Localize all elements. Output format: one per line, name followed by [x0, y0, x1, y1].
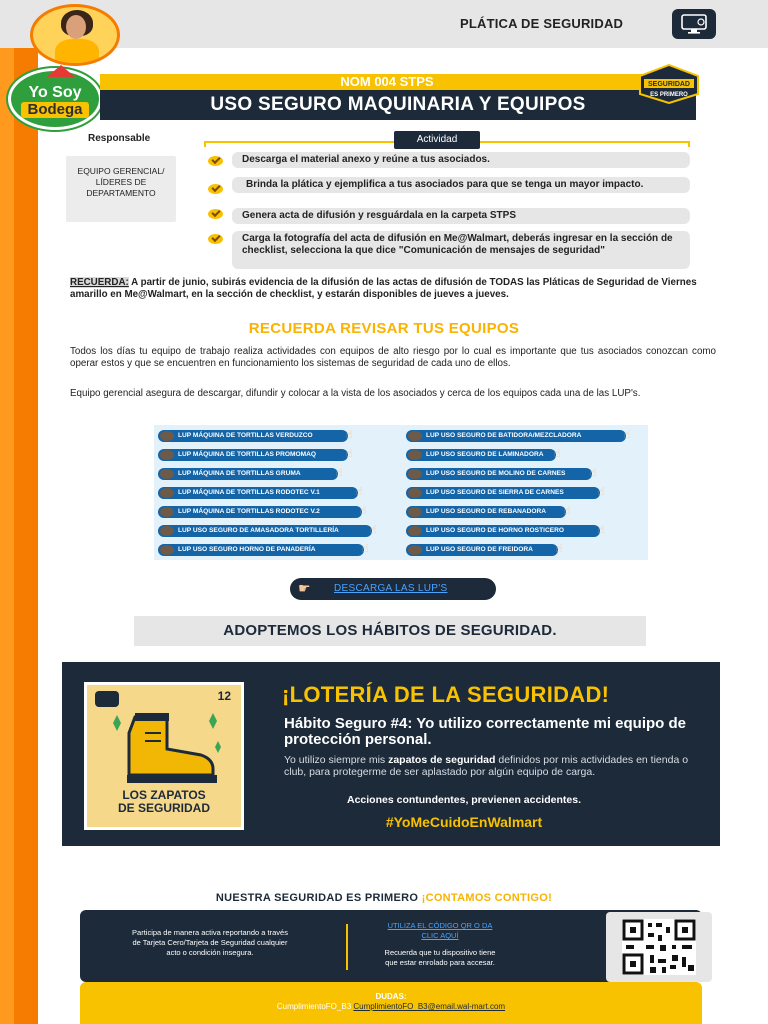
loteria-hashtag: #YoMeCuidoEnWalmart [385, 814, 543, 830]
loteria-title: ¡LOTERÍA DE LA SEGURIDAD! [282, 682, 610, 707]
avatar-face [66, 15, 86, 39]
lup-link-left-3[interactable] [158, 467, 343, 480]
lup-link-right-2[interactable] [406, 448, 561, 461]
pointing-hand-icon: ☝ [624, 429, 631, 441]
pointing-hand-icon: ☝ [564, 505, 571, 517]
check-icon [208, 209, 223, 219]
pointing-hand-icon: ☝ [356, 486, 363, 498]
lup-label: LUP USO SEGURO DE AMASADORA TORTILLERÍA [178, 527, 339, 534]
machine-thumbnail-icon [408, 545, 422, 555]
avatar-shirt [55, 39, 99, 66]
contamos-text: ¡CONTAMOS CONTIGO! [421, 892, 553, 904]
avatar [30, 4, 120, 66]
monitor-icon [672, 9, 716, 39]
responsable-header: Responsable [88, 133, 151, 144]
yo-soy-bodega-logo [8, 68, 102, 130]
qr-code-box[interactable] [606, 912, 712, 982]
lup-link-right-1[interactable] [406, 429, 631, 442]
logo-line1: Yo Soy [28, 84, 82, 101]
machine-thumbnail-icon [160, 469, 174, 479]
pointing-hand-icon: ☝ [370, 524, 377, 536]
lup-label: LUP USO SEGURO DE REBANADORA [426, 508, 547, 515]
lup-label: LUP MÁQUINA DE TORTILLAS VERDUZCO [178, 432, 313, 439]
download-lups-link[interactable]: DESCARGA LAS LUP'S [334, 583, 448, 594]
machine-thumbnail-icon [408, 431, 422, 441]
qr-code-icon[interactable] [622, 919, 696, 975]
check-icon [208, 156, 223, 166]
lup-link-left-5[interactable] [158, 505, 367, 518]
pointing-hand-icon: ☝ [590, 467, 597, 479]
contact-name: CumplimientoFO_B3 [276, 1002, 354, 1011]
lup-label: LUP USO SEGURO DE LAMINADORA [426, 451, 544, 458]
lup-label: LUP USO SEGURO DE BATIDORA/MEZCLADORA [426, 432, 582, 439]
contact-email-link[interactable]: CumplimientoFO_B3@email.wal-mart.com [353, 1002, 506, 1011]
lup-label: LUP USO SEGURO DE SIERRA DE CARNES [426, 489, 564, 496]
footer-divider [346, 924, 348, 970]
lup-label: LUP MÁQUINA DE TORTILLAS PROMOMAQ [178, 451, 316, 458]
machine-thumbnail-icon [408, 526, 422, 536]
badge-line-1: SEGURIDAD [647, 81, 691, 88]
machine-thumbnail-icon [160, 507, 174, 517]
pointing-hand-icon: ☝ [336, 467, 343, 479]
recuerda-key: RECUERDA: [70, 277, 129, 288]
machine-thumbnail-icon [160, 450, 174, 460]
lup-label: LUP USO SEGURO DE MOLINO DE CARNES [426, 470, 566, 477]
pointing-hand-icon: ☝ [554, 448, 561, 460]
lup-link-right-3[interactable] [406, 467, 597, 480]
lup-label: LUP MÁQUINA DE TORTILLAS RODOTEC V.1 [178, 489, 320, 496]
lup-link-right-5[interactable] [406, 505, 571, 518]
loteria-panel [62, 662, 720, 846]
loteria-body-bold: zapatos de seguridad [388, 754, 496, 766]
recuerda-text: A partir de junio, subirás evidencia de la difusión de las actas de difusión de TODAS las Pláticas de Seguridad de Viernes amarillo en Me@Walmart, en la sección de checklist, y estarán disponibles de jueves a jueves. [70, 277, 697, 300]
lup-label: LUP USO SEGURO HORNO DE PANADERÍA [178, 546, 316, 553]
check-icon [208, 234, 223, 244]
actividad-header: Actividad [394, 131, 480, 149]
pointing-hand-icon: ☛ [298, 580, 311, 596]
machine-thumbnail-icon [408, 469, 422, 479]
dudas-contact [80, 1002, 702, 1011]
loteria-body [284, 754, 704, 778]
task-item: Carga la fotografía del acta de difusión en Me@Walmart, deberás ingresar en la sección de checklist, selecciona la que dice "Comunicación de mensajes de seguridad" [232, 231, 690, 269]
lup-label: LUP MÁQUINA DE TORTILLAS GRUMA [178, 470, 301, 477]
check-icon [208, 184, 223, 194]
dudas-label: DUDAS: [375, 992, 407, 1001]
nuestra-seguridad-line [0, 892, 768, 904]
loteria-card [84, 682, 244, 830]
qr-link[interactable]: UTILIZA EL CÓDIGO QR O DA CLIC AQUÍ [387, 921, 493, 940]
enrolado-note: Recuerda que tu dispositivo tiene que estar enrolado para accesar. [384, 948, 496, 967]
dudas-panel [80, 982, 702, 1024]
card-number: 12 [217, 689, 231, 703]
habitos-title: ADOPTEMOS LOS HÁBITOS DE SEGURIDAD. [134, 616, 646, 646]
loteria-habit: Hábito Seguro #4: Yo utilizo correctamente mi equipo de protección personal. [284, 715, 687, 748]
lup-link-left-4[interactable] [158, 486, 363, 499]
responsable-box: EQUIPO GERENCIAL/ LÍDERES DE DEPARTAMENTO [66, 156, 176, 222]
pointing-hand-icon: ☝ [346, 429, 353, 441]
logo-roof-icon [47, 65, 75, 77]
revisar-paragraph-1: Todos los días tu equipo de trabajo realiza actividades con equipos de alto riesgo por lo cual es importante que tus asociados conozcan como operar estos y que se encuentren en funcionamiento los sistemas de seguridad de cada uno de ellos. [70, 346, 716, 369]
card-caption [87, 789, 241, 815]
nuestra-text: NUESTRA SEGURIDAD ES PRIMERO [215, 892, 422, 904]
participa-text: Participa de manera activa reportando a través de Tarjeta Cero/Tarjeta de Seguridad cualquier acto o condición insegura. [132, 928, 288, 957]
page-title: PLÁTICA DE SEGURIDAD [460, 16, 624, 31]
machine-thumbnail-icon [160, 545, 174, 555]
pointing-hand-icon: ☝ [556, 543, 563, 555]
pointing-hand-icon: ☝ [360, 505, 367, 517]
lup-link-left-2[interactable] [158, 448, 353, 461]
card-caption-l1: LOS ZAPATOS [122, 788, 206, 802]
loteria-acciones: Acciones contundentes, previenen accidentes. [347, 794, 581, 806]
revisar-title: RECUERDA REVISAR TUS EQUIPOS [248, 320, 520, 337]
lup-link-left-6[interactable] [158, 524, 377, 537]
left-accent-inner [0, 48, 14, 1024]
seguridad-badge [638, 64, 700, 104]
task-item: Descarga el material anexo y reúne a tus asociados. [232, 152, 690, 168]
logo-line2: Bodega [21, 102, 89, 118]
card-caption-l2: DE SEGURIDAD [117, 801, 210, 815]
section-title: USO SEGURO MAQUINARIA Y EQUIPOS [100, 90, 696, 120]
loteria-body-pre: Yo utilizo siempre mis [284, 754, 389, 766]
pointing-hand-icon: ☝ [598, 524, 605, 536]
machine-thumbnail-icon [408, 450, 422, 460]
machine-thumbnail-icon [160, 526, 174, 536]
lup-link-right-6[interactable] [406, 524, 605, 537]
badge-line-2: ES PRIMERO [650, 92, 688, 98]
task-item: Genera acta de difusión y resguárdala en la carpeta STPS [232, 208, 690, 224]
lup-link-left-7[interactable] [158, 543, 369, 556]
safety-boot-icon [105, 703, 229, 787]
left-accent-bar [0, 48, 38, 1024]
nom-banner: NOM 004 STPS [100, 74, 674, 90]
machine-thumbnail-icon [160, 431, 174, 441]
lup-link-right-4[interactable] [406, 486, 605, 499]
download-lups-button[interactable] [290, 578, 496, 600]
machine-thumbnail-icon [408, 507, 422, 517]
pointing-hand-icon: ☝ [362, 543, 369, 555]
lup-link-right-7[interactable] [406, 543, 563, 556]
recuerda-note [70, 277, 730, 301]
loteria-body-post: definidos por mis actividades en tienda o club, para protegerme de ser aplastado por algún equipo de carga. [284, 754, 689, 778]
revisar-paragraph-2: Equipo gerencial asegura de descargar, difundir y colocar a la vista de los asociados y cerca de los equipos cada una de las LUP's. [70, 388, 641, 399]
lup-label: LUP USO SEGURO DE HORNO ROSTICERO [426, 527, 564, 534]
machine-thumbnail-icon [408, 488, 422, 498]
machine-thumbnail-icon [160, 488, 174, 498]
lup-link-left-1[interactable] [158, 429, 353, 442]
lup-label: LUP USO SEGURO DE FREIDORA [426, 546, 533, 553]
pointing-hand-icon: ☝ [598, 486, 605, 498]
task-item: Brinda la plática y ejemplifica a tus asociados para que se tenga un mayor impacto. [232, 177, 690, 193]
pointing-hand-icon: ☝ [346, 448, 353, 460]
lup-label: LUP MÁQUINA DE TORTILLAS RODOTEC V.2 [178, 508, 320, 515]
